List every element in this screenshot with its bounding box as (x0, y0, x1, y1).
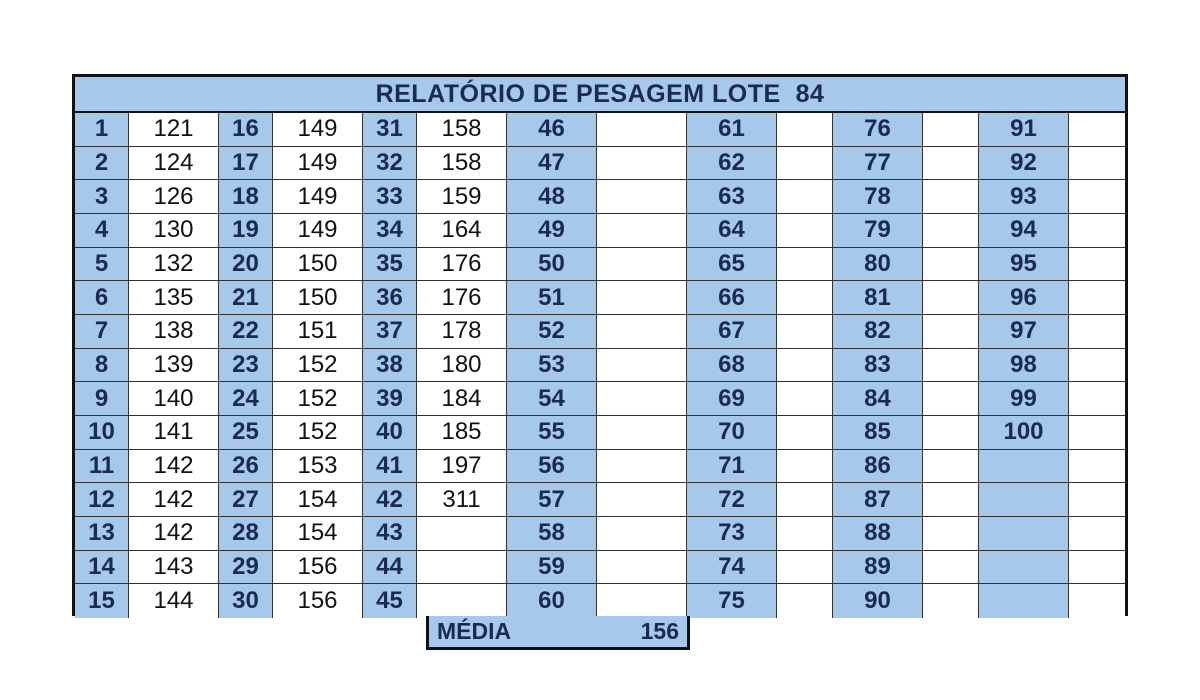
weight-cell (923, 584, 979, 618)
animal-id-cell: 10 (75, 416, 129, 450)
animal-id-cell: 83 (833, 349, 923, 383)
weight-cell (597, 416, 687, 450)
weight-cell: 142 (129, 483, 219, 517)
weight-cell: 138 (129, 315, 219, 349)
weight-cell: 153 (273, 450, 363, 484)
weighing-report-table (72, 74, 1128, 616)
weight-cell: 126 (129, 180, 219, 214)
weight-cell (777, 584, 833, 618)
animal-id-cell: 77 (833, 147, 923, 181)
animal-id-cell: 47 (507, 147, 597, 181)
weight-cell (597, 584, 687, 618)
weight-cell (1069, 315, 1125, 349)
weight-cell (597, 248, 687, 282)
animal-id-cell: 3 (75, 180, 129, 214)
weight-cell (1069, 584, 1125, 618)
weight-cell: 121 (129, 113, 219, 147)
animal-id-cell: 49 (507, 214, 597, 248)
weight-cell (1069, 248, 1125, 282)
weight-cell: 142 (129, 517, 219, 551)
weight-cell (923, 147, 979, 181)
weight-cell (777, 517, 833, 551)
animal-id-cell: 64 (687, 214, 777, 248)
weight-cell: 159 (417, 180, 507, 214)
animal-id-cell: 6 (75, 281, 129, 315)
weight-cell (597, 113, 687, 147)
weight-cell: 149 (273, 147, 363, 181)
weight-cell (1069, 214, 1125, 248)
weight-cell: 176 (417, 248, 507, 282)
weight-cell (923, 281, 979, 315)
weight-cell (597, 483, 687, 517)
weight-cell: 197 (417, 450, 507, 484)
weight-cell: 152 (273, 349, 363, 383)
animal-id-cell: 11 (75, 450, 129, 484)
animal-id-cell: 65 (687, 248, 777, 282)
weight-cell (597, 315, 687, 349)
animal-id-cell: 96 (979, 281, 1069, 315)
average-row (426, 616, 690, 650)
weight-cell: 184 (417, 382, 507, 416)
animal-id-cell: 56 (507, 450, 597, 484)
weight-cell: 164 (417, 214, 507, 248)
animal-id-cell: 72 (687, 483, 777, 517)
weight-cell (923, 450, 979, 484)
animal-id-cell: 88 (833, 517, 923, 551)
animal-id-cell: 48 (507, 180, 597, 214)
weight-cell (777, 315, 833, 349)
weight-cell (1069, 180, 1125, 214)
animal-id-cell (979, 584, 1069, 618)
animal-id-cell (979, 517, 1069, 551)
animal-id-cell: 31 (363, 113, 417, 147)
weight-cell: 158 (417, 113, 507, 147)
animal-id-cell: 8 (75, 349, 129, 383)
animal-id-cell: 44 (363, 551, 417, 585)
weight-cell (1069, 517, 1125, 551)
animal-id-cell: 2 (75, 147, 129, 181)
animal-id-cell: 35 (363, 248, 417, 282)
weight-cell (777, 349, 833, 383)
animal-id-cell: 50 (507, 248, 597, 282)
weight-cell (597, 382, 687, 416)
animal-id-cell: 16 (219, 113, 273, 147)
weight-cell (597, 180, 687, 214)
weight-cell (597, 349, 687, 383)
animal-id-cell: 79 (833, 214, 923, 248)
weight-cell: 156 (273, 551, 363, 585)
animal-id-cell: 32 (363, 147, 417, 181)
animal-id-cell: 95 (979, 248, 1069, 282)
animal-id-cell: 97 (979, 315, 1069, 349)
weight-cell: 150 (273, 248, 363, 282)
weight-cell: 140 (129, 382, 219, 416)
animal-id-cell: 7 (75, 315, 129, 349)
weight-cell: 144 (129, 584, 219, 618)
animal-id-cell: 39 (363, 382, 417, 416)
weight-cell (923, 551, 979, 585)
weight-cell (923, 248, 979, 282)
animal-id-cell: 29 (219, 551, 273, 585)
weight-cell: 176 (417, 281, 507, 315)
weight-cell: 124 (129, 147, 219, 181)
animal-id-cell: 87 (833, 483, 923, 517)
animal-id-cell: 37 (363, 315, 417, 349)
weight-cell (777, 248, 833, 282)
weight-cell: 149 (273, 113, 363, 147)
animal-id-cell: 90 (833, 584, 923, 618)
weight-cell (597, 450, 687, 484)
animal-id-cell: 15 (75, 584, 129, 618)
weight-cell: 139 (129, 349, 219, 383)
animal-id-cell: 13 (75, 517, 129, 551)
weight-cell (417, 551, 507, 585)
weight-cell (923, 349, 979, 383)
weight-cell (417, 517, 507, 551)
animal-id-cell (979, 483, 1069, 517)
weight-cell (597, 147, 687, 181)
weight-cell (777, 382, 833, 416)
animal-id-cell: 43 (363, 517, 417, 551)
animal-id-cell: 45 (363, 584, 417, 618)
animal-id-cell: 94 (979, 214, 1069, 248)
animal-id-cell: 70 (687, 416, 777, 450)
animal-id-cell: 78 (833, 180, 923, 214)
animal-id-cell: 38 (363, 349, 417, 383)
animal-id-cell: 57 (507, 483, 597, 517)
animal-id-cell: 71 (687, 450, 777, 484)
weight-cell: 143 (129, 551, 219, 585)
weight-cell (1069, 450, 1125, 484)
animal-id-cell: 100 (979, 416, 1069, 450)
animal-id-cell: 99 (979, 382, 1069, 416)
animal-id-cell: 12 (75, 483, 129, 517)
weight-cell (1069, 147, 1125, 181)
animal-id-cell: 1 (75, 113, 129, 147)
average-label: MÉDIA (437, 618, 512, 644)
animal-id-cell: 42 (363, 483, 417, 517)
weight-cell: 185 (417, 416, 507, 450)
animal-id-cell: 33 (363, 180, 417, 214)
animal-id-cell: 76 (833, 113, 923, 147)
animal-id-cell: 41 (363, 450, 417, 484)
average-value: 156 (640, 618, 679, 644)
animal-id-cell: 85 (833, 416, 923, 450)
weight-cell (597, 517, 687, 551)
weight-cell (777, 214, 833, 248)
animal-id-cell: 91 (979, 113, 1069, 147)
animal-id-cell: 36 (363, 281, 417, 315)
animal-id-cell: 20 (219, 248, 273, 282)
animal-id-cell: 30 (219, 584, 273, 618)
animal-id-cell: 92 (979, 147, 1069, 181)
animal-id-cell: 80 (833, 248, 923, 282)
weight-cell (777, 147, 833, 181)
weight-cell (923, 214, 979, 248)
weight-cell (777, 450, 833, 484)
weight-cell (923, 483, 979, 517)
animal-id-cell: 4 (75, 214, 129, 248)
animal-id-cell: 66 (687, 281, 777, 315)
weight-cell (777, 180, 833, 214)
weight-cell: 156 (273, 584, 363, 618)
weight-cell: 178 (417, 315, 507, 349)
weight-cell (1069, 416, 1125, 450)
animal-id-cell: 60 (507, 584, 597, 618)
animal-id-cell: 21 (219, 281, 273, 315)
weight-cell: 154 (273, 483, 363, 517)
animal-id-cell: 52 (507, 315, 597, 349)
animal-id-cell: 26 (219, 450, 273, 484)
animal-id-cell: 74 (687, 551, 777, 585)
animal-id-cell: 81 (833, 281, 923, 315)
weight-cell: 132 (129, 248, 219, 282)
weight-cell (597, 551, 687, 585)
weight-cell: 141 (129, 416, 219, 450)
weight-cell (923, 517, 979, 551)
weight-cell: 142 (129, 450, 219, 484)
weight-cell (923, 416, 979, 450)
animal-id-cell: 84 (833, 382, 923, 416)
weight-cell: 130 (129, 214, 219, 248)
animal-id-cell: 68 (687, 349, 777, 383)
weight-cell (417, 584, 507, 618)
weight-cell (923, 180, 979, 214)
weight-cell: 311 (417, 483, 507, 517)
weight-cell (923, 113, 979, 147)
animal-id-cell: 82 (833, 315, 923, 349)
animal-id-cell: 63 (687, 180, 777, 214)
animal-id-cell: 86 (833, 450, 923, 484)
animal-id-cell: 19 (219, 214, 273, 248)
weight-cell: 151 (273, 315, 363, 349)
animal-id-cell: 54 (507, 382, 597, 416)
weight-cell (777, 416, 833, 450)
weight-cell: 149 (273, 214, 363, 248)
weight-cell: 154 (273, 517, 363, 551)
animal-id-cell (979, 450, 1069, 484)
animal-id-cell: 61 (687, 113, 777, 147)
weight-cell (1069, 483, 1125, 517)
weight-cell (1069, 113, 1125, 147)
animal-id-cell: 17 (219, 147, 273, 181)
weight-cell (1069, 349, 1125, 383)
animal-id-cell: 69 (687, 382, 777, 416)
weight-cell: 158 (417, 147, 507, 181)
animal-id-cell: 18 (219, 180, 273, 214)
animal-id-cell: 25 (219, 416, 273, 450)
animal-id-cell: 14 (75, 551, 129, 585)
animal-id-cell: 75 (687, 584, 777, 618)
weight-cell: 180 (417, 349, 507, 383)
animal-id-cell: 28 (219, 517, 273, 551)
animal-id-cell: 34 (363, 214, 417, 248)
weight-cell: 149 (273, 180, 363, 214)
animal-id-cell: 23 (219, 349, 273, 383)
animal-id-cell: 27 (219, 483, 273, 517)
animal-id-cell: 89 (833, 551, 923, 585)
weight-cell: 150 (273, 281, 363, 315)
animal-id-cell: 51 (507, 281, 597, 315)
animal-id-cell: 40 (363, 416, 417, 450)
animal-id-cell: 9 (75, 382, 129, 416)
animal-id-cell: 62 (687, 147, 777, 181)
weight-cell (1069, 382, 1125, 416)
animal-id-cell: 22 (219, 315, 273, 349)
weight-cell: 152 (273, 416, 363, 450)
weight-cell (777, 483, 833, 517)
weight-cell (1069, 551, 1125, 585)
animal-id-cell: 24 (219, 382, 273, 416)
animal-id-cell: 98 (979, 349, 1069, 383)
weight-cell (777, 281, 833, 315)
animal-id-cell: 93 (979, 180, 1069, 214)
animal-id-cell: 46 (507, 113, 597, 147)
weight-cell (923, 315, 979, 349)
animal-id-cell: 59 (507, 551, 597, 585)
animal-id-cell: 73 (687, 517, 777, 551)
animal-id-cell (979, 551, 1069, 585)
weight-cell (1069, 281, 1125, 315)
animal-id-cell: 5 (75, 248, 129, 282)
weight-cell: 135 (129, 281, 219, 315)
weight-cell (777, 551, 833, 585)
weight-cell (597, 214, 687, 248)
weight-cell (777, 113, 833, 147)
animal-id-cell: 53 (507, 349, 597, 383)
report-title: RELATÓRIO DE PESAGEM LOTE 84 (75, 77, 1125, 113)
animal-id-cell: 55 (507, 416, 597, 450)
weight-cell (923, 382, 979, 416)
animal-id-cell: 67 (687, 315, 777, 349)
weight-cell: 152 (273, 382, 363, 416)
animal-id-cell: 58 (507, 517, 597, 551)
weight-cell (597, 281, 687, 315)
